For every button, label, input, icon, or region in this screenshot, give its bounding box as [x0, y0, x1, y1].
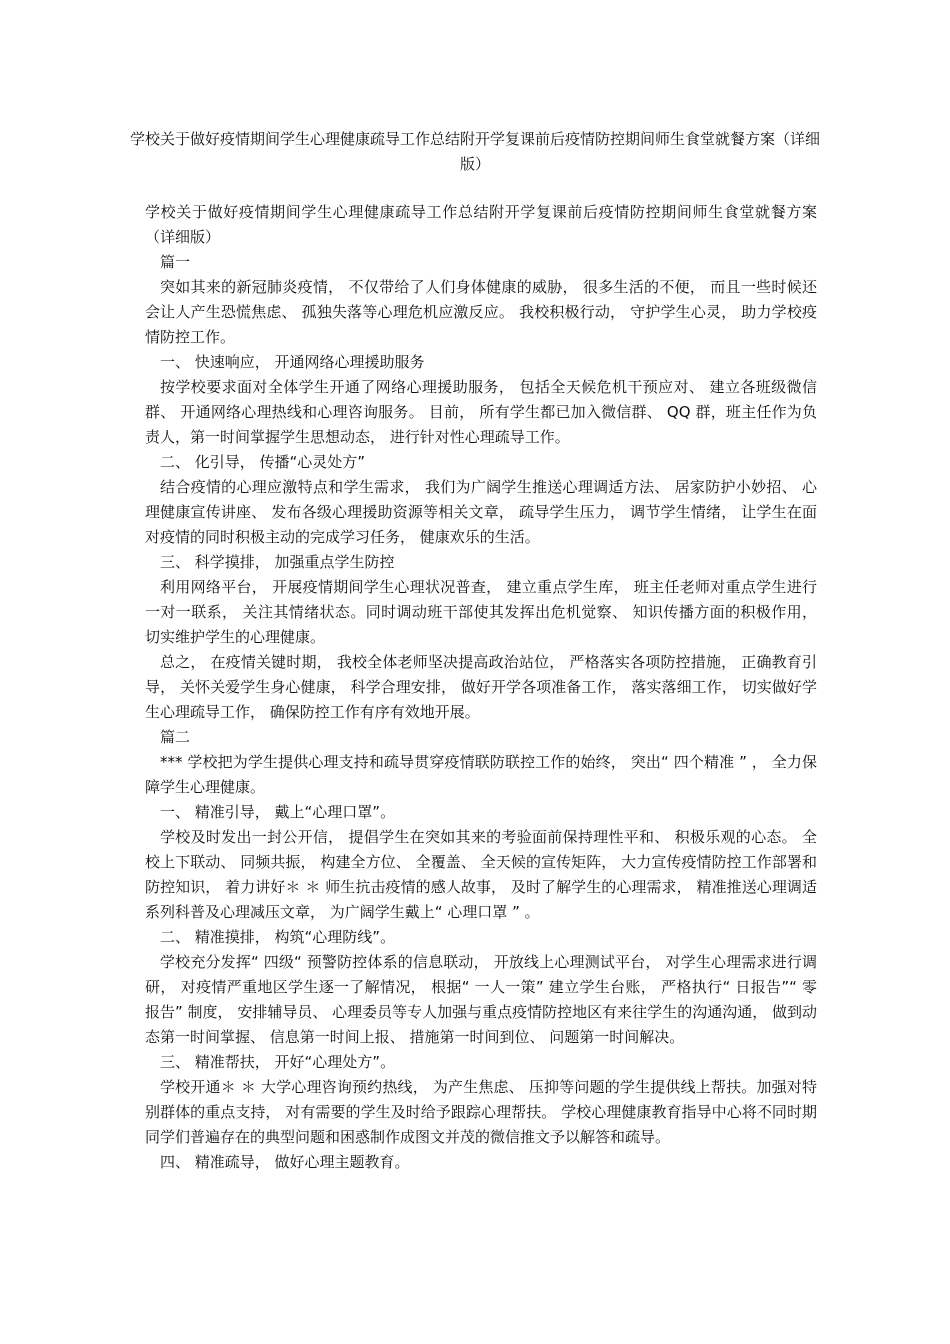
- paragraph: 三、 精准帮扶， 开好“心理处方”。: [160, 1053, 396, 1071]
- paragraph: 学校充分发挥“ 四级“ 预警防控体系的信息联动， 开放线上心理测试平台， 对学生心理需求进行调研， 对疫情严重地区学生逐一了解情况， 根据“ 一人一策” 建立学生台账， 严格执行“ 日报告”“ 零报告” 制度， 安排辅导员、 心理委员等专人加强与重点疫情防控地区有来往学生的沟通沟通， 做到动态第一时间掌握、 信息第一时间上报、 措施第一时间到位、 问题第一时间解决。: [145, 953, 817, 1046]
- paragraph: 利用网络平台， 开展疫情期间学生心理状况普查， 建立重点学生库， 班主任老师对重点学生进行一对一联系， 关注其情绪状态。同时调动班干部使其发挥出危机觉察、 知识传播方面的积极作用， 切实维护学生的心理健康。: [145, 578, 817, 646]
- paragraph: 总之， 在疫情关键时期， 我校全体老师坚决提高政治站位， 严格落实各项防控措施， 正确教育引导， 关怀关爱学生身心健康， 科学合理安排， 做好开学各项准备工作， 落实落细工作， 切实做好学生心理疏导工作， 确保防控工作有序有效地开展。: [145, 653, 817, 721]
- paragraph: 二、 精准摸排， 构筑“心理防线”。: [160, 928, 396, 946]
- paragraph: *** 学校把为学生提供心理支持和疏导贯穿疫情联防联控工作的始终， 突出“ 四个精准 ” ， 全力保障学生心理健康。: [145, 753, 817, 796]
- paragraph: 按学校要求面对全体学生开通了网络心理援助服务， 包括全天候危机干预应对、 建立各班级微信群、 开通网络心理热线和心理咨询服务。 目前， 所有学生都已加入微信群、 QQ 群，班主任作为负责人，第一时间掌握学生思想动态， 进行针对性心理疏导工作。: [145, 378, 817, 446]
- paragraph: 学校开通＊ ＊ 大学心理咨询预约热线， 为产生焦虑、 压抑等问题的学生提供线上帮扶。加强对特别群体的重点支持， 对有需要的学生及时给予跟踪心理帮扶。 学校心理健康教育指导中心将不同时期同学们普遍存在的典型问题和困惑制作成图文并茂的微信推文予以解答和疏导。: [145, 1078, 817, 1146]
- paragraph: 四、 精准疏导， 做好心理主题教育。: [160, 1153, 410, 1171]
- paragraph: 一、 快速响应， 开通网络心理援助服务: [160, 353, 425, 371]
- paragraph: 篇一: [160, 253, 191, 271]
- paragraph: 二、 化引导， 传播“心灵处方”: [160, 453, 366, 471]
- paragraph: 学校及时发出一封公开信， 提倡学生在突如其来的考验面前保持理性平和、 积极乐观的心态。 全校上下联动、 同频共振， 构建全方位、 全覆盖、 全天候的宣传矩阵， 大力宣传疫情防控工作部署和防控知识， 着力讲好＊ ＊ 师生抗击疫情的感人故事， 及时了解学生的心理需求， 精准推送心理调适系列科普及心理减压文章， 为广阔学生戴上“ 心理口罩 ” 。: [145, 828, 817, 921]
- paragraph: 突如其来的新冠肺炎疫情， 不仅带给了人们身体健康的威胁， 很多生活的不便， 而且一些时候还会让人产生恐慌焦虑、 孤独失落等心理危机应激反应。 我校积极行动， 守护学生心灵， 助力学校疫情防控工作。: [145, 278, 817, 346]
- document-body: [145, 200, 817, 1175]
- paragraph: 三、 科学摸排， 加强重点学生防控: [160, 553, 395, 571]
- paragraph: 学校关于做好疫情期间学生心理健康疏导工作总结附开学复课前后疫情防控期间师生食堂就餐方案（详细版）: [145, 203, 817, 246]
- paragraph: 篇二: [160, 728, 191, 746]
- document-title: 学校关于做好疫情期间学生心理健康疏导工作总结附开学复课前后疫情防控期间师生食堂就餐方案（详细版）: [129, 130, 820, 173]
- paragraph: 结合疫情的心理应激特点和学生需求， 我们为广阔学生推送心理调适方法、 居家防护小妙招、 心理健康宣传讲座、 发布各级心理援助资源等相关文章， 疏导学生压力， 调节学生情绪， 让学生在面对疫情的同时积极主动的完成学习任务， 健康欢乐的生活。: [145, 478, 817, 546]
- paragraph: 一、 精准引导， 戴上“心理口罩”。: [160, 803, 396, 821]
